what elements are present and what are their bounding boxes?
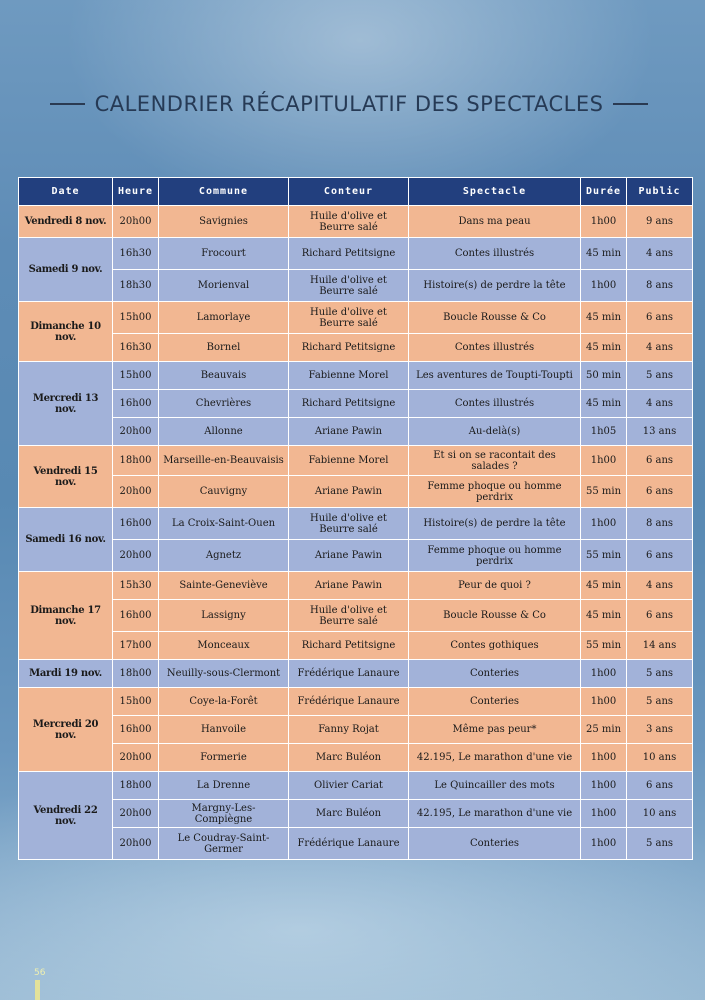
table-row xyxy=(19,302,693,334)
duree-cell: 55 min xyxy=(581,476,627,508)
conteur-cell: Ariane Pawin xyxy=(289,476,409,508)
conteur-cell: Richard Petitsigne xyxy=(289,238,409,270)
public-cell: 9 ans xyxy=(627,206,693,238)
commune-cell: Lamorlaye xyxy=(159,302,289,334)
duree-cell: 1h00 xyxy=(581,744,627,772)
duree-cell: 1h05 xyxy=(581,418,627,446)
conteur-cell: Huile d'olive et Beurre salé xyxy=(289,206,409,238)
public-cell: 10 ans xyxy=(627,744,693,772)
conteur-cell: Ariane Pawin xyxy=(289,572,409,600)
time-cell: 20h00 xyxy=(113,800,159,828)
conteur-cell: Marc Buléon xyxy=(289,800,409,828)
time-cell: 18h00 xyxy=(113,446,159,476)
duree-cell: 45 min xyxy=(581,334,627,362)
commune-cell: Marseille-en-Beauvaisis xyxy=(159,446,289,476)
spectacle-cell: Contes illustrés xyxy=(409,390,581,418)
commune-cell: Monceaux xyxy=(159,632,289,660)
table-row xyxy=(19,744,693,772)
table-row xyxy=(19,688,693,716)
commune-cell: Formerie xyxy=(159,744,289,772)
spectacle-cell: Au-delà(s) xyxy=(409,418,581,446)
commune-cell: Bornel xyxy=(159,334,289,362)
commune-cell: Chevrières xyxy=(159,390,289,418)
duree-cell: 45 min xyxy=(581,390,627,418)
duree-cell: 45 min xyxy=(581,572,627,600)
time-cell: 15h00 xyxy=(113,688,159,716)
table-row xyxy=(19,362,693,390)
time-cell: 20h00 xyxy=(113,540,159,572)
spectacle-cell: Conteries xyxy=(409,688,581,716)
conteur-cell: Huile d'olive et Beurre salé xyxy=(289,600,409,632)
time-cell: 15h00 xyxy=(113,362,159,390)
time-cell: 17h00 xyxy=(113,632,159,660)
date-cell: Mercredi 13 nov. xyxy=(19,362,113,446)
table-row xyxy=(19,334,693,362)
col-header-conteur: Conteur xyxy=(289,178,409,206)
heading-rule-left xyxy=(50,103,85,105)
duree-cell: 25 min xyxy=(581,716,627,744)
spectacle-cell: Boucle Rousse & Co xyxy=(409,600,581,632)
col-header-heure: Heure xyxy=(113,178,159,206)
public-cell: 8 ans xyxy=(627,508,693,540)
conteur-cell: Frédérique Lanaure xyxy=(289,660,409,688)
col-header-spectacle: Spectacle xyxy=(409,178,581,206)
table-row xyxy=(19,238,693,270)
spectacle-cell: Même pas peur* xyxy=(409,716,581,744)
conteur-cell: Ariane Pawin xyxy=(289,540,409,572)
table-row xyxy=(19,476,693,508)
time-cell: 18h00 xyxy=(113,660,159,688)
table-row xyxy=(19,446,693,476)
conteur-cell: Fabienne Morel xyxy=(289,446,409,476)
spectacle-cell: Et si on se racontait des salades ? xyxy=(409,446,581,476)
table-row xyxy=(19,600,693,632)
time-cell: 20h00 xyxy=(113,476,159,508)
spectacle-cell: Les aventures de Toupti-Toupti xyxy=(409,362,581,390)
table-row xyxy=(19,508,693,540)
col-header-public: Public xyxy=(627,178,693,206)
date-cell: Vendredi 22 nov. xyxy=(19,772,113,860)
time-cell: 20h00 xyxy=(113,418,159,446)
commune-cell: Neuilly-sous-Clermont xyxy=(159,660,289,688)
date-cell: Mercredi 20 nov. xyxy=(19,688,113,772)
commune-cell: Hanvoile xyxy=(159,716,289,744)
spectacle-cell: Peur de quoi ? xyxy=(409,572,581,600)
page-number: 56 xyxy=(34,968,46,978)
conteur-cell: Fabienne Morel xyxy=(289,362,409,390)
public-cell: 3 ans xyxy=(627,716,693,744)
duree-cell: 1h00 xyxy=(581,508,627,540)
conteur-cell: Olivier Cariat xyxy=(289,772,409,800)
commune-cell: Cauvigny xyxy=(159,476,289,508)
spectacle-cell: Le Quincailler des mots xyxy=(409,772,581,800)
duree-cell: 45 min xyxy=(581,238,627,270)
commune-cell: Sainte-Geneviève xyxy=(159,572,289,600)
date-cell: Samedi 9 nov. xyxy=(19,238,113,302)
duree-cell: 1h00 xyxy=(581,800,627,828)
time-cell: 18h00 xyxy=(113,772,159,800)
time-cell: 16h30 xyxy=(113,334,159,362)
time-cell: 16h00 xyxy=(113,600,159,632)
table-row xyxy=(19,206,693,238)
commune-cell: Frocourt xyxy=(159,238,289,270)
public-cell: 6 ans xyxy=(627,302,693,334)
public-cell: 6 ans xyxy=(627,540,693,572)
table-row xyxy=(19,418,693,446)
spectacle-cell: Dans ma peau xyxy=(409,206,581,238)
table-row xyxy=(19,270,693,302)
table-row xyxy=(19,632,693,660)
time-cell: 15h30 xyxy=(113,572,159,600)
table-row xyxy=(19,660,693,688)
spectacle-cell: Contes gothiques xyxy=(409,632,581,660)
public-cell: 13 ans xyxy=(627,418,693,446)
time-cell: 16h00 xyxy=(113,716,159,744)
commune-cell: Beauvais xyxy=(159,362,289,390)
col-header-duree: Durée xyxy=(581,178,627,206)
public-cell: 8 ans xyxy=(627,270,693,302)
table-row xyxy=(19,716,693,744)
conteur-cell: Ariane Pawin xyxy=(289,418,409,446)
conteur-cell: Huile d'olive et Beurre salé xyxy=(289,302,409,334)
duree-cell: 1h00 xyxy=(581,206,627,238)
heading-rule-right xyxy=(613,103,648,105)
commune-cell: Savignies xyxy=(159,206,289,238)
commune-cell: Margny-Les-Compiègne xyxy=(159,800,289,828)
public-cell: 14 ans xyxy=(627,632,693,660)
public-cell: 4 ans xyxy=(627,390,693,418)
header-row xyxy=(19,178,693,206)
public-cell: 4 ans xyxy=(627,572,693,600)
page-marker-bar xyxy=(35,980,40,1000)
conteur-cell: Huile d'olive et Beurre salé xyxy=(289,270,409,302)
public-cell: 5 ans xyxy=(627,660,693,688)
conteur-cell: Frédérique Lanaure xyxy=(289,828,409,860)
time-cell: 16h00 xyxy=(113,390,159,418)
commune-cell: Le Coudray-Saint-Germer xyxy=(159,828,289,860)
duree-cell: 45 min xyxy=(581,302,627,334)
commune-cell: Agnetz xyxy=(159,540,289,572)
time-cell: 20h00 xyxy=(113,828,159,860)
time-cell: 16h00 xyxy=(113,508,159,540)
spectacle-cell: Histoire(s) de perdre la tête xyxy=(409,508,581,540)
commune-cell: Lassigny xyxy=(159,600,289,632)
public-cell: 5 ans xyxy=(627,828,693,860)
duree-cell: 50 min xyxy=(581,362,627,390)
conteur-cell: Richard Petitsigne xyxy=(289,334,409,362)
table-row xyxy=(19,772,693,800)
table-row xyxy=(19,390,693,418)
duree-cell: 1h00 xyxy=(581,828,627,860)
spectacle-cell: Contes illustrés xyxy=(409,238,581,270)
public-cell: 10 ans xyxy=(627,800,693,828)
date-cell: Samedi 16 nov. xyxy=(19,508,113,572)
spectacle-cell: Conteries xyxy=(409,660,581,688)
time-cell: 16h30 xyxy=(113,238,159,270)
conteur-cell: Richard Petitsigne xyxy=(289,390,409,418)
col-header-date: Date xyxy=(19,178,113,206)
duree-cell: 1h00 xyxy=(581,772,627,800)
page-title: CALENDRIER RÉCAPITULATIF DES SPECTACLES xyxy=(94,92,604,116)
spectacle-cell: Femme phoque ou homme perdrix xyxy=(409,476,581,508)
conteur-cell: Frédérique Lanaure xyxy=(289,688,409,716)
public-cell: 6 ans xyxy=(627,600,693,632)
spectacle-cell: Histoire(s) de perdre la tête xyxy=(409,270,581,302)
public-cell: 6 ans xyxy=(627,446,693,476)
public-cell: 6 ans xyxy=(627,476,693,508)
time-cell: 20h00 xyxy=(113,206,159,238)
commune-cell: Allonne xyxy=(159,418,289,446)
date-cell: Vendredi 15 nov. xyxy=(19,446,113,508)
table-row xyxy=(19,572,693,600)
spectacle-cell: 42.195, Le marathon d'une vie xyxy=(409,800,581,828)
commune-cell: Coye-la-Forêt xyxy=(159,688,289,716)
public-cell: 6 ans xyxy=(627,772,693,800)
public-cell: 4 ans xyxy=(627,238,693,270)
conteur-cell: Marc Buléon xyxy=(289,744,409,772)
spectacle-cell: Boucle Rousse & Co xyxy=(409,302,581,334)
spectacle-cell: 42.195, Le marathon d'une vie xyxy=(409,744,581,772)
date-cell: Mardi 19 nov. xyxy=(19,660,113,688)
conteur-cell: Huile d'olive et Beurre salé xyxy=(289,508,409,540)
col-header-commune: Commune xyxy=(159,178,289,206)
duree-cell: 1h00 xyxy=(581,688,627,716)
time-cell: 15h00 xyxy=(113,302,159,334)
public-cell: 5 ans xyxy=(627,362,693,390)
duree-cell: 1h00 xyxy=(581,660,627,688)
duree-cell: 1h00 xyxy=(581,446,627,476)
table-row xyxy=(19,828,693,860)
page-heading xyxy=(50,88,648,120)
spectacle-cell: Conteries xyxy=(409,828,581,860)
table-row xyxy=(19,540,693,572)
schedule-table xyxy=(18,177,693,860)
time-cell: 18h30 xyxy=(113,270,159,302)
duree-cell: 1h00 xyxy=(581,270,627,302)
commune-cell: Morienval xyxy=(159,270,289,302)
conteur-cell: Fanny Rojat xyxy=(289,716,409,744)
time-cell: 20h00 xyxy=(113,744,159,772)
date-cell: Dimanche 17 nov. xyxy=(19,572,113,660)
spectacle-cell: Contes illustrés xyxy=(409,334,581,362)
date-cell: Vendredi 8 nov. xyxy=(19,206,113,238)
schedule-body xyxy=(19,206,693,860)
table-row xyxy=(19,800,693,828)
duree-cell: 55 min xyxy=(581,540,627,572)
commune-cell: La Croix-Saint-Ouen xyxy=(159,508,289,540)
commune-cell: La Drenne xyxy=(159,772,289,800)
public-cell: 4 ans xyxy=(627,334,693,362)
spectacle-cell: Femme phoque ou homme perdrix xyxy=(409,540,581,572)
date-cell: Dimanche 10 nov. xyxy=(19,302,113,362)
conteur-cell: Richard Petitsigne xyxy=(289,632,409,660)
duree-cell: 55 min xyxy=(581,632,627,660)
public-cell: 5 ans xyxy=(627,688,693,716)
duree-cell: 45 min xyxy=(581,600,627,632)
